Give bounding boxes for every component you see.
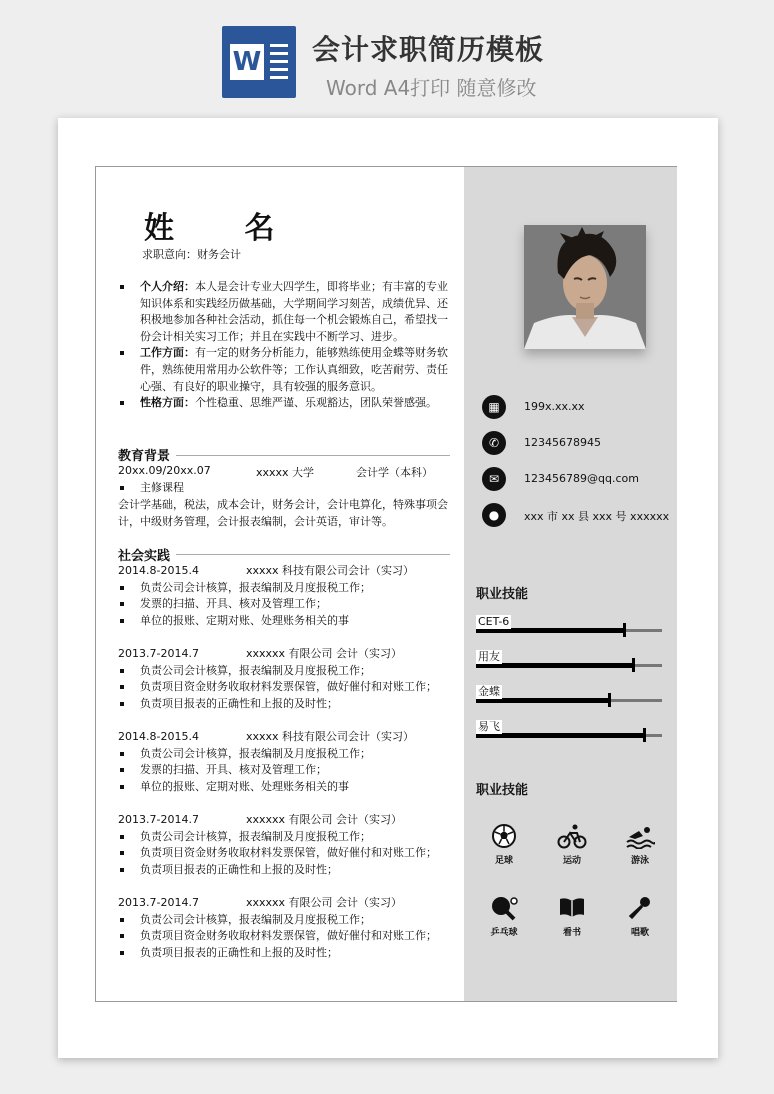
job-date: 2013.7-2014.7 <box>118 813 199 826</box>
job-company: xxxxx 科技有限公司会计（实习） <box>246 564 415 577</box>
skill-label: 金蝶 <box>478 685 500 698</box>
summary-item: 个人介绍：本人是会计专业大四学生，即将毕业；有丰富的专业知识体系和实践经历做基础，大学期间学习刻苦，成绩优异、还积极地参加各种社会活动，抓住每一个机会锻炼自己，希望找一份会计相关实习工作；并且在实践中不断学习、进步。 <box>118 279 458 345</box>
location-pin-icon: ● <box>482 503 506 527</box>
contact-phone: ✆ 12345678945 <box>482 431 672 455</box>
calendar-icon: ▦ <box>482 395 506 419</box>
resume-paper <box>58 118 718 1058</box>
job-duty: 负责项目资金财务收取材料发票保管，做好催付和对账工作； <box>118 845 458 862</box>
job-duty: 发票的扫描、开具、核对及管理工作； <box>118 762 458 779</box>
word-logo-icon <box>222 26 296 98</box>
job-company: xxxxxx 有限公司 会计（实习） <box>246 647 403 660</box>
ping-pong-icon <box>474 895 534 925</box>
microphone-icon <box>610 895 670 925</box>
profile-photo <box>524 225 646 349</box>
skill-marker <box>632 658 635 672</box>
hobby-swimming: 游泳 <box>610 823 670 866</box>
skill-bar <box>476 650 662 672</box>
courses-label: 主修课程 <box>118 480 458 497</box>
education-heading: 教育背景 <box>118 449 171 464</box>
job-duty: 负责公司会计核算，报表编制及月度报税工作； <box>118 912 458 929</box>
education-school: xxxxx 大学 <box>256 466 315 479</box>
summary-item: 工作方面：有一定的财务分析能力，能够熟练使用金蝶等财务软件，熟练使用常用办公软件等；工作认真细致，吃苦耐劳、责任心强、有良好的职业操守，具有较强的服务意识。 <box>118 345 458 395</box>
job-duty: 负责公司会计核算，报表编制及月度报税工作； <box>118 663 458 680</box>
hobby-reading: 看书 <box>542 895 602 938</box>
job-company: xxxxxx 有限公司 会计（实习） <box>246 813 403 826</box>
page-header <box>0 0 774 112</box>
page-title: 会计求职简历模板 <box>312 33 545 66</box>
job-duty: 单位的报账、定期对账、处理账务相关的事 <box>118 613 458 630</box>
job-duty: 负责项目资金财务收取材料发票保管，做好催付和对账工作； <box>118 679 458 696</box>
job-entry <box>118 646 458 712</box>
skill-marker <box>608 693 611 707</box>
resume-right-column <box>464 167 677 1001</box>
personal-summary <box>118 279 458 412</box>
job-duty: 发票的扫描、开具、核对及管理工作； <box>118 596 458 613</box>
resume-left-column <box>96 167 464 1001</box>
contact-address: ● xxx 市 xx 县 xxx 号 xxxxxx <box>482 503 672 527</box>
skill-marker <box>623 623 626 637</box>
skill-label: 易飞 <box>478 720 500 733</box>
education-row <box>118 464 458 480</box>
job-duty: 负责项目报表的正确性和上报的及时性； <box>118 862 458 879</box>
hobbies-heading: 职业技能 <box>476 783 529 798</box>
cycling-icon <box>542 823 602 853</box>
skill-bar <box>476 720 662 742</box>
job-company: xxxxx 科技有限公司会计（实习） <box>246 730 415 743</box>
skill-label: 用友 <box>478 650 500 663</box>
contact-birthday: ▦ 199x.xx.xx <box>482 395 672 419</box>
book-icon <box>542 895 602 925</box>
hobby-sport: 运动 <box>542 823 602 866</box>
portrait-image <box>524 225 646 349</box>
job-duty: 负责公司会计核算，报表编制及月度报税工作； <box>118 746 458 763</box>
job-duty: 单位的报账、定期对账、处理账务相关的事 <box>118 779 458 796</box>
resume-name: 姓 名 <box>144 211 305 246</box>
job-duty: 负责项目报表的正确性和上报的及时性； <box>118 696 458 713</box>
mail-icon: ✉ <box>482 467 506 491</box>
courses-text: 会计学基础，税法，成本会计，财务会计，会计电算化，特殊事项会计，中级财务管理，会计报表编制，会计英语，审计等。 <box>118 498 448 528</box>
education-major: 会计学（本科） <box>356 466 433 479</box>
skill-label: CET-6 <box>478 615 510 628</box>
job-duty: 负责项目资金财务收取材料发票保管，做好催付和对账工作； <box>118 928 458 945</box>
page-subtitle: Word A4打印 随意修改 <box>326 76 537 100</box>
hobby-ping-pong: 乒乓球 <box>474 895 534 938</box>
word-logo-letter: W <box>230 44 264 80</box>
job-date: 2014.8-2015.4 <box>118 564 199 577</box>
resume-frame <box>95 166 677 1002</box>
contact-email: ✉ 123456789@qq.com <box>482 467 672 491</box>
job-entry <box>118 563 458 629</box>
skills-heading: 职业技能 <box>476 587 529 602</box>
skill-bar <box>476 615 662 637</box>
job-entry <box>118 812 458 878</box>
job-date: 2013.7-2014.7 <box>118 896 199 909</box>
swimming-icon <box>610 823 670 853</box>
job-duty: 负责公司会计核算，报表编制及月度报税工作； <box>118 829 458 846</box>
job-date: 2014.8-2015.4 <box>118 730 199 743</box>
job-intent: 求职意向：财务会计 <box>142 248 241 261</box>
skill-marker <box>643 728 646 742</box>
section-divider <box>176 455 450 456</box>
soccer-ball-icon <box>474 823 534 853</box>
education-date: 20xx.09/20xx.07 <box>118 464 211 477</box>
phone-icon: ✆ <box>482 431 506 455</box>
job-entry <box>118 895 458 961</box>
job-date: 2013.7-2014.7 <box>118 647 199 660</box>
skill-bar <box>476 685 662 707</box>
practice-heading: 社会实践 <box>118 549 171 564</box>
section-divider <box>176 554 450 555</box>
summary-item: 性格方面：个性稳重、思维严谨、乐观豁达，团队荣誉感强。 <box>118 395 458 412</box>
job-duty: 负责公司会计核算，报表编制及月度报税工作； <box>118 580 458 597</box>
job-company: xxxxxx 有限公司 会计（实习） <box>246 896 403 909</box>
job-duty: 负责项目报表的正确性和上报的及时性； <box>118 945 458 962</box>
job-entry <box>118 729 458 795</box>
hobby-singing: 唱歌 <box>610 895 670 938</box>
hobby-soccer: 足球 <box>474 823 534 866</box>
